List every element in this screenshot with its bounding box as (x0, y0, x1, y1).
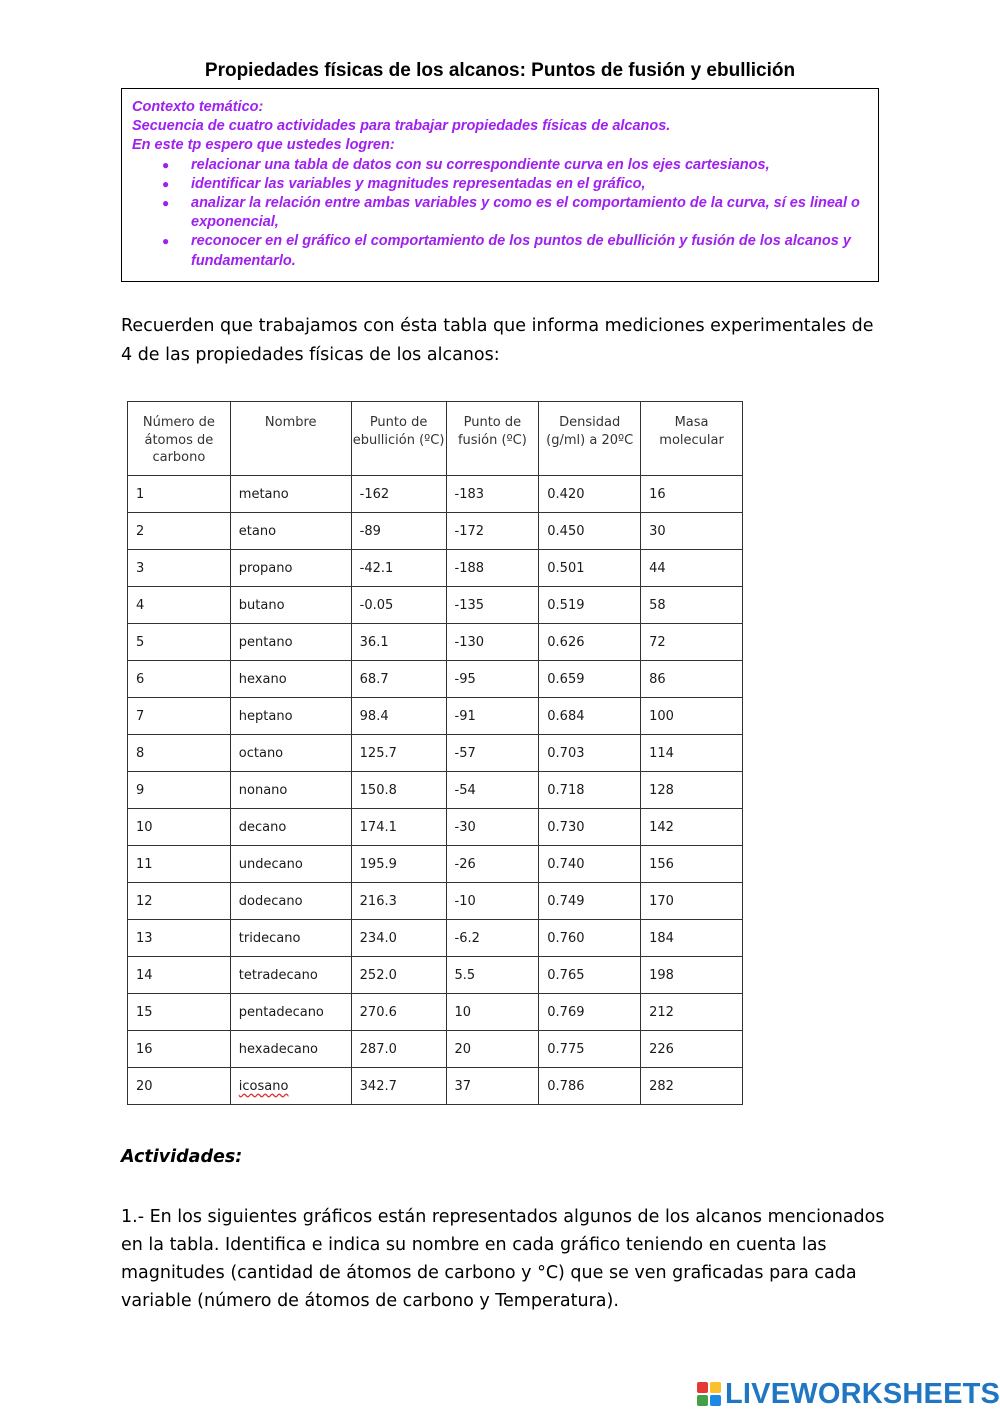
table-cell: icosano (230, 1068, 351, 1105)
table-cell: 128 (641, 772, 743, 809)
table-cell: 4 (128, 587, 231, 624)
table-cell: -30 (446, 809, 539, 846)
table-cell: 195.9 (351, 846, 446, 883)
objectives-list (132, 156, 868, 271)
table-cell: propano (230, 550, 351, 587)
table-cell: -0.05 (351, 587, 446, 624)
table-cell: 5.5 (446, 957, 539, 994)
table-cell: -42.1 (351, 550, 446, 587)
table-cell: -188 (446, 550, 539, 587)
bullet-icon: ● (162, 157, 170, 172)
table-cell: 86 (641, 661, 743, 698)
activities-heading: Actividades: (121, 1147, 243, 1167)
table-cell: 156 (641, 846, 743, 883)
table-cell: 36.1 (351, 624, 446, 661)
table-row (128, 735, 743, 772)
page-title: Propiedades físicas de los alcanos: Puntos de fusión y ebullición (204, 60, 796, 81)
table-row (128, 513, 743, 550)
objective-item: ● relacionar una tabla de datos con su correspondiente curva en los ejes cartesianos, (132, 156, 868, 175)
brand-name: LIVEWORKSHEETS (725, 1377, 1000, 1410)
table-cell: 14 (128, 957, 231, 994)
table-cell: 0.501 (539, 550, 641, 587)
table-cell: 0.775 (539, 1031, 641, 1068)
table-cell: 226 (641, 1031, 743, 1068)
table-row (128, 883, 743, 920)
table-cell: 1 (128, 476, 231, 513)
bullet-icon: ● (162, 196, 170, 211)
table-cell: -57 (446, 735, 539, 772)
column-header: Nombre (230, 402, 351, 476)
table-cell: heptano (230, 698, 351, 735)
table-cell: 13 (128, 920, 231, 957)
table-cell: etano (230, 513, 351, 550)
table-row (128, 809, 743, 846)
objective-item: ● analizar la relación entre ambas variables y como es el comportamiento de la curva, sí es lineal o exponencial, (162, 195, 860, 231)
activity-1-text: 1.- En los siguientes gráficos están representados algunos de los alcanos mencionados en la tabla. Identifica e indica su nombre en cada gráfico teniendo en cuenta las magnitudes (cantidad de átomos de carbono y °C) que se ven graficadas para cada variable (número de átomos de carbono y Temperatura). (121, 1207, 885, 1311)
table-cell: -172 (446, 513, 539, 550)
table-cell: octano (230, 735, 351, 772)
table-cell: pentadecano (230, 994, 351, 1031)
table-cell: 30 (641, 513, 743, 550)
table-cell: 0.703 (539, 735, 641, 772)
table-cell: butano (230, 587, 351, 624)
table-row (128, 624, 743, 661)
table-cell: 7 (128, 698, 231, 735)
table-cell: 270.6 (351, 994, 446, 1031)
table-cell: 10 (128, 809, 231, 846)
table-cell: 0.749 (539, 883, 641, 920)
context-box (121, 88, 879, 282)
table-row (128, 920, 743, 957)
table-cell: 0.519 (539, 587, 641, 624)
intro-paragraph: Recuerden que trabajamos con ésta tabla que informa mediciones experimentales de 4 de las propiedades físicas de los alcanos: (121, 316, 874, 365)
table-cell: 170 (641, 883, 743, 920)
table-cell: -183 (446, 476, 539, 513)
table-cell: -26 (446, 846, 539, 883)
table-cell: 44 (641, 550, 743, 587)
table-cell: 0.786 (539, 1068, 641, 1105)
table-row (128, 1068, 743, 1105)
table-cell: 16 (641, 476, 743, 513)
table-cell: pentano (230, 624, 351, 661)
table-cell: 72 (641, 624, 743, 661)
table-row (128, 846, 743, 883)
objective-item: ● identificar las variables y magnitudes representadas en el gráfico, (132, 175, 868, 194)
table-cell: 20 (128, 1068, 231, 1105)
table-cell: 0.730 (539, 809, 641, 846)
table-cell: -162 (351, 476, 446, 513)
table-cell: -54 (446, 772, 539, 809)
alkanes-table (127, 401, 743, 1105)
table-cell: 174.1 (351, 809, 446, 846)
objective-item: ● reconocer en el gráfico el comportamiento de los puntos de ebullición y fusión de los alcanos y fundamentarlo. (162, 233, 851, 269)
table-cell: -91 (446, 698, 539, 735)
table-cell: 0.740 (539, 846, 641, 883)
table-cell: tridecano (230, 920, 351, 957)
table-cell: 150.8 (351, 772, 446, 809)
table-cell: hexano (230, 661, 351, 698)
table-cell: 15 (128, 994, 231, 1031)
column-header: Densidad (g/ml) a 20ºC (539, 402, 641, 476)
table-cell: 287.0 (351, 1031, 446, 1068)
table-cell: 20 (446, 1031, 539, 1068)
table-cell: 282 (641, 1068, 743, 1105)
context-line: Secuencia de cuatro actividades para trabajar propiedades físicas de alcanos. (132, 118, 671, 135)
table-cell: 216.3 (351, 883, 446, 920)
table-cell: 11 (128, 846, 231, 883)
table-cell: 125.7 (351, 735, 446, 772)
column-header: Punto de fusión (ºC) (446, 402, 539, 476)
table-cell: 68.7 (351, 661, 446, 698)
table-cell: 0.765 (539, 957, 641, 994)
table-cell: 3 (128, 550, 231, 587)
table-cell: 198 (641, 957, 743, 994)
table-cell: 6 (128, 661, 231, 698)
table-cell: -95 (446, 661, 539, 698)
table-row (128, 698, 743, 735)
table-row (128, 661, 743, 698)
column-header: Número de átomos de carbono (128, 402, 231, 476)
table-cell: -10 (446, 883, 539, 920)
table-cell: 0.769 (539, 994, 641, 1031)
table-cell: 16 (128, 1031, 231, 1068)
table-cell: nonano (230, 772, 351, 809)
table-cell: -135 (446, 587, 539, 624)
table-cell: 0.626 (539, 624, 641, 661)
table-cell: 10 (446, 994, 539, 1031)
table-cell: 8 (128, 735, 231, 772)
table-cell: 252.0 (351, 957, 446, 994)
context-heading: Contexto temático: (132, 99, 264, 115)
table-cell: -130 (446, 624, 539, 661)
table-cell: 0.718 (539, 772, 641, 809)
table-cell: 98.4 (351, 698, 446, 735)
table-cell: 234.0 (351, 920, 446, 957)
table-cell: -6.2 (446, 920, 539, 957)
liveworksheets-brand (697, 1376, 1000, 1412)
table-cell: 184 (641, 920, 743, 957)
table-header-row (128, 402, 743, 476)
table-cell: 100 (641, 698, 743, 735)
table-cell: -89 (351, 513, 446, 550)
table-cell: 0.420 (539, 476, 641, 513)
context-line: En este tp espero que ustedes logren: (132, 137, 395, 154)
table-cell: 58 (641, 587, 743, 624)
table-row (128, 1031, 743, 1068)
table-cell: 0.659 (539, 661, 641, 698)
liveworksheets-logo-icon (697, 1382, 721, 1406)
table-row (128, 550, 743, 587)
table-cell: 37 (446, 1068, 539, 1105)
table-row (128, 957, 743, 994)
table-cell: 9 (128, 772, 231, 809)
table-cell: 0.450 (539, 513, 641, 550)
table-cell: 212 (641, 994, 743, 1031)
table-row (128, 587, 743, 624)
table-row (128, 476, 743, 513)
table-cell: 2 (128, 513, 231, 550)
table-cell: 5 (128, 624, 231, 661)
table-cell: 142 (641, 809, 743, 846)
table-row (128, 772, 743, 809)
table-cell: dodecano (230, 883, 351, 920)
table-cell: 114 (641, 735, 743, 772)
table-cell: 0.684 (539, 698, 641, 735)
table-cell: tetradecano (230, 957, 351, 994)
table-cell: hexadecano (230, 1031, 351, 1068)
column-header: Punto de ebullición (ºC) (351, 402, 446, 476)
table-cell: decano (230, 809, 351, 846)
bullet-icon: ● (162, 234, 170, 249)
bullet-icon: ● (162, 176, 170, 191)
column-header: Masa molecular (641, 402, 743, 476)
table-row (128, 994, 743, 1031)
table-cell: 12 (128, 883, 231, 920)
table-cell: 0.760 (539, 920, 641, 957)
table-cell: metano (230, 476, 351, 513)
table-cell: 342.7 (351, 1068, 446, 1105)
table-cell: undecano (230, 846, 351, 883)
